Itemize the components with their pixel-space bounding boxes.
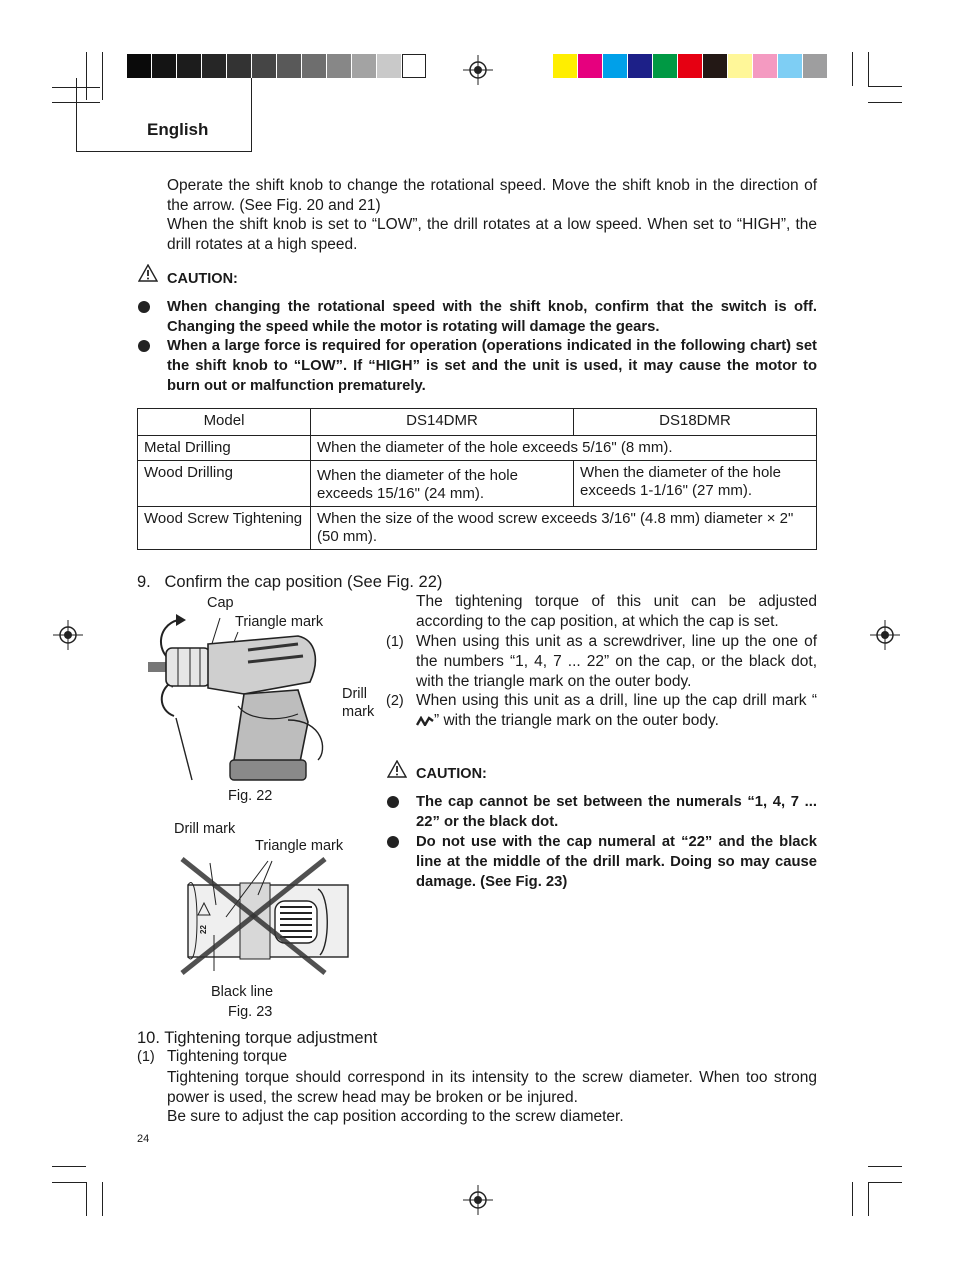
crop-mark: [852, 52, 853, 86]
color-swatch: [678, 54, 702, 78]
color-swatch: [803, 54, 827, 78]
drill-mark-icon: [416, 716, 434, 726]
table-row: [138, 507, 817, 550]
section-10-paragraph-2: Be sure to adjust the cap position according to the screw diameter.: [167, 1108, 624, 1125]
crop-mark: [52, 1166, 86, 1167]
item-number: (1): [137, 1049, 155, 1065]
caution-item: Do not use with the cap numeral at “22” and the black line at the middle of the drill mark. Doing so may cause damage. (See Fig. 23): [416, 834, 817, 890]
gray-swatch: [277, 54, 301, 78]
section-10-paragraph-1: Tightening torque should correspond in its intensity to the screw diameter. When too strong power is used, the screw head may be broken or be injured.: [167, 1069, 817, 1106]
gray-swatch: [177, 54, 201, 78]
crop-mark: [868, 1182, 902, 1183]
table-header-row: [138, 409, 817, 436]
registration-mark-icon: [870, 620, 900, 650]
color-swatch: [553, 54, 577, 78]
intro-paragraph-1: Operate the shift knob to change the rotational speed. Move the shift knob in the direction of the arrow. (See Fig. 20 and 21): [167, 177, 817, 214]
crop-mark: [868, 86, 902, 87]
color-swatch: [753, 54, 777, 78]
fig23-label-black-line: Black line: [211, 984, 274, 1000]
crop-mark: [868, 52, 869, 86]
caution-label: CAUTION:: [167, 271, 238, 287]
table-cell: When the diameter of the hole exceeds 1-1/16" (27 mm).: [574, 461, 817, 507]
color-swatch: [628, 54, 652, 78]
caution-item: When changing the rotational speed with the shift knob, confirm that the switch is off. Changing the speed while the motor is rotating will damage the gears.: [167, 299, 817, 335]
crop-mark: [86, 1182, 87, 1216]
section-10-subheading: Tightening torque: [167, 1048, 288, 1065]
gray-swatch: [352, 54, 376, 78]
fig23-caption: Fig. 23: [228, 1004, 273, 1020]
gray-swatch: [202, 54, 226, 78]
table-cell: Metal Drilling: [138, 436, 311, 461]
caution-label: CAUTION:: [416, 766, 487, 782]
bullet-icon: [138, 301, 150, 313]
gray-swatch: [127, 54, 151, 78]
bullet-icon: [138, 340, 150, 352]
gray-swatch: [327, 54, 351, 78]
table-cell: When the size of the wood screw exceeds 3/16" (4.8 mm) diameter × 2" (50 mm).: [311, 507, 817, 550]
table-header-cell: DS14DMR: [311, 409, 574, 436]
color-swatch: [653, 54, 677, 78]
gray-swatch: [227, 54, 251, 78]
registration-mark-icon: [463, 1185, 493, 1215]
intro-paragraph-2: When the shift knob is set to “LOW”, the drill rotates at a low speed. When set to “HIGH”, the drill rotates at a high speed.: [167, 216, 817, 253]
drill-illustration: [148, 610, 338, 785]
table-row: [138, 461, 817, 507]
caution-triangle-icon: [387, 760, 407, 778]
section-9-heading: 9. Confirm the cap position (See Fig. 22): [137, 573, 443, 591]
page-number: 24: [137, 1133, 150, 1145]
table-row: [138, 436, 817, 461]
table-cell: Wood Drilling: [138, 461, 311, 507]
section-9-item-2-text-a: When using this unit as a drill, line up the cap drill mark “: [416, 692, 817, 709]
item-number: (2): [386, 693, 404, 709]
operation-chart-table: [137, 408, 817, 550]
crop-mark: [52, 1182, 86, 1183]
caution-item: The cap cannot be set between the numerals “1, 4, 7 ... 22” or the black dot.: [416, 794, 817, 830]
fig22-label-drill: Drill: [342, 686, 367, 702]
gray-swatch: [377, 54, 401, 78]
table-cell: Wood Screw Tightening: [138, 507, 311, 550]
caution-triangle-icon: [138, 264, 158, 282]
fig23-label-drill-mark: Drill mark: [174, 821, 236, 837]
section-10-heading: 10. Tightening torque adjustment: [137, 1029, 378, 1047]
crop-mark: [852, 1182, 853, 1216]
item-number: (1): [386, 634, 404, 650]
crop-mark: [102, 1182, 103, 1216]
section-9-item-2: [416, 691, 817, 731]
table-cell: When the diameter of the hole exceeds 15/16" (24 mm).: [311, 461, 574, 507]
caution-item: When a large force is required for operation (operations indicated in the following chart) set the shift knob to “LOW”. If “HIGH” is set and the unit is used, it may cause the motor to burn out or malfunction prematurely.: [167, 338, 817, 394]
fig23-label-triangle: Triangle mark: [255, 838, 344, 854]
fig23-number-label: 22: [199, 925, 208, 934]
color-swatch: [703, 54, 727, 78]
crop-mark: [868, 1182, 869, 1216]
table-header-cell: Model: [138, 409, 311, 436]
color-swatch: [578, 54, 602, 78]
color-swatch: [728, 54, 752, 78]
fig22-label-cap: Cap: [207, 595, 234, 611]
bullet-icon: [387, 836, 399, 848]
bullet-icon: [387, 796, 399, 808]
fig22-caption: Fig. 22: [228, 788, 273, 804]
table-cell: When the diameter of the hole exceeds 5/16" (8 mm).: [311, 436, 817, 461]
section-9-item-2-text-b: ” with the triangle mark on the outer body.: [434, 712, 719, 729]
language-tab: [76, 78, 252, 152]
fig22-label-mark: mark: [342, 704, 375, 720]
cap-illustration: [180, 855, 350, 985]
gray-swatch: [302, 54, 326, 78]
table-header-cell: DS18DMR: [574, 409, 817, 436]
crop-mark: [868, 1166, 902, 1167]
color-swatch: [603, 54, 627, 78]
gray-swatch: [252, 54, 276, 78]
fig22-label-triangle: Triangle mark: [235, 614, 324, 630]
gray-swatch: [402, 54, 426, 78]
registration-mark-icon: [463, 55, 493, 85]
language-label: English: [147, 120, 209, 139]
section-9-intro: The tightening torque of this unit can be adjusted according to the cap position, at which the cap is set.: [416, 593, 817, 630]
color-swatch: [778, 54, 802, 78]
crop-mark: [868, 102, 902, 103]
gray-swatch: [152, 54, 176, 78]
registration-mark-icon: [53, 620, 83, 650]
section-9-item-1: When using this unit as a screwdriver, line up the one of the numbers “1, 4, 7 ... 22” on the cap, or the black dot, with the triangle mark on the outer body.: [416, 633, 817, 690]
